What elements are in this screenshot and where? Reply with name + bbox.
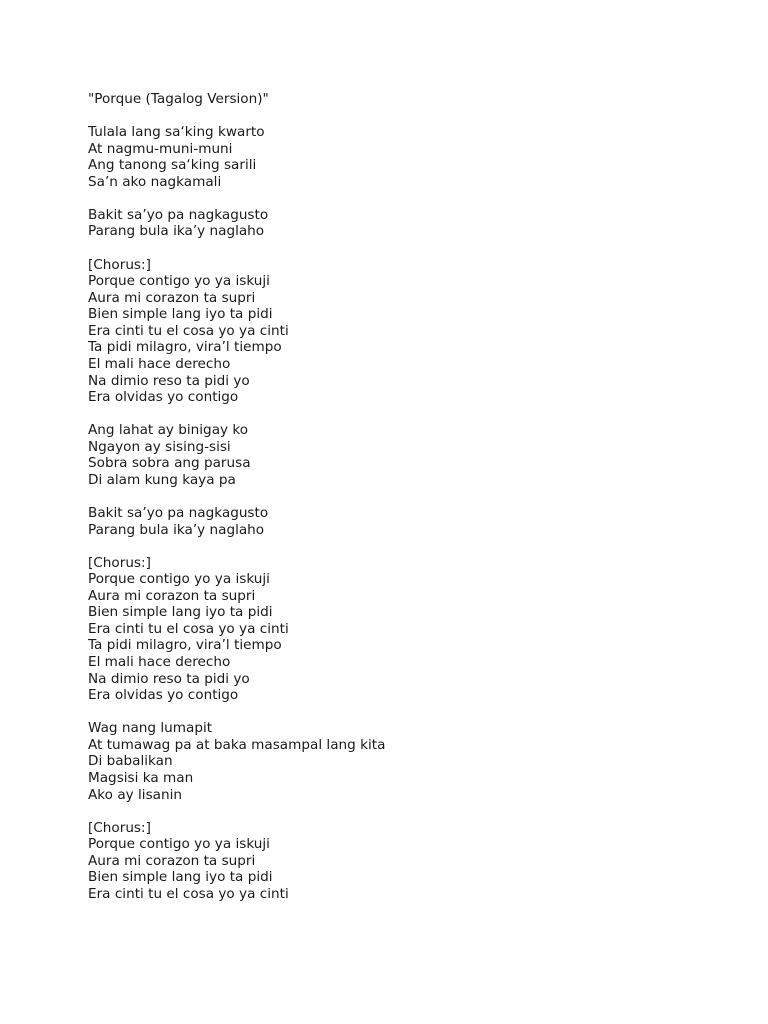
lyric-line: Aura mi corazon ta supri: [88, 289, 256, 306]
lyric-line: El mali hace derecho: [88, 355, 231, 372]
stanza: [88, 124, 385, 190]
lyrics-body: [88, 124, 385, 902]
lyric-line: Tulala lang sa‘king kwarto: [88, 124, 265, 141]
lyric-line: [Chorus:]: [88, 554, 151, 571]
lyric-line: Bien simple lang iyo ta pidi: [88, 306, 273, 323]
lyric-line: Aura mi corazon ta supri: [88, 852, 256, 869]
lyric-line: [Chorus:]: [88, 819, 151, 836]
lyric-line: At tumawag pa at baka masampal lang kita: [88, 736, 386, 753]
lyric-line: Era cinti tu el cosa yo ya cinti: [88, 620, 289, 637]
lyric-line: Ngayon ay sising-sisi: [88, 438, 231, 455]
lyric-line: Parang bula ika’y naglaho: [88, 521, 265, 538]
lyric-line: Di babalikan: [88, 753, 173, 770]
lyric-line: Bien simple lang iyo ta pidi: [88, 869, 273, 886]
lyric-line: Era cinti tu el cosa yo ya cinti: [88, 885, 289, 902]
lyric-line: Sobra sobra ang parusa: [88, 455, 251, 472]
lyric-line: Ang lahat ay binigay ko: [88, 422, 249, 439]
lyric-line: Ta pidi milagro, vira’l tiempo: [88, 637, 282, 654]
lyric-line: Bakit sa’yo pa nagkagusto: [88, 206, 269, 223]
lyric-line: Ta pidi milagro, vira’l tiempo: [88, 339, 282, 356]
lyric-line: Di alam kung kaya pa: [88, 471, 236, 488]
stanza: [88, 505, 385, 538]
lyric-line: Parang bula ika’y naglaho: [88, 223, 265, 240]
stanza: [88, 820, 385, 903]
lyric-line: Era olvidas yo contigo: [88, 389, 239, 406]
lyric-line: Porque contigo yo ya iskuji: [88, 836, 270, 853]
lyric-line: Sa’n ako nagkamali: [88, 173, 222, 190]
lyric-line: Ang tanong sa‘king sarili: [88, 157, 257, 174]
lyric-line: Era cinti tu el cosa yo ya cinti: [88, 322, 289, 339]
lyric-line: El mali hace derecho: [88, 654, 231, 671]
lyric-line: [Chorus:]: [88, 256, 151, 273]
lyric-line: Na dimio reso ta pidi yo: [88, 372, 250, 389]
song-title: "Porque (Tagalog Version)": [88, 91, 269, 107]
lyric-line: Era olvidas yo contigo: [88, 687, 239, 704]
lyrics-document: [88, 91, 385, 919]
stanza: [88, 422, 385, 488]
lyric-line: Porque contigo yo ya iskuji: [88, 273, 270, 290]
lyric-line: Na dimio reso ta pidi yo: [88, 670, 250, 687]
lyric-line: Bien simple lang iyo ta pidi: [88, 604, 273, 621]
stanza: [88, 720, 385, 803]
stanza: [88, 555, 385, 704]
lyric-line: At nagmu-muni-muni: [88, 140, 233, 157]
lyric-line: Ako ay lisanin: [88, 786, 182, 803]
stanza: [88, 207, 385, 240]
lyric-line: Aura mi corazon ta supri: [88, 587, 256, 604]
lyric-line: Bakit sa’yo pa nagkagusto: [88, 504, 269, 521]
lyric-line: Wag nang lumapit: [88, 720, 213, 737]
lyric-line: Magsisi ka man: [88, 769, 194, 786]
lyric-line: Porque contigo yo ya iskuji: [88, 571, 270, 588]
stanza: [88, 257, 385, 406]
